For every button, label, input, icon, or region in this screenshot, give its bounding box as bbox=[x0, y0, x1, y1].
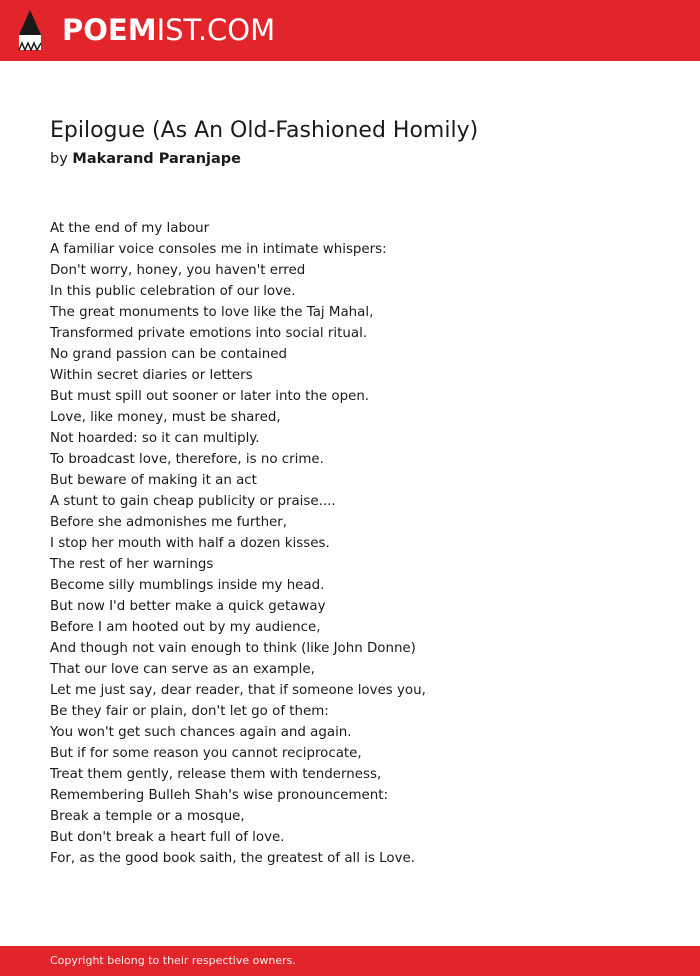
pencil-icon bbox=[17, 9, 43, 51]
by-label: by bbox=[50, 151, 68, 167]
poem-line: Before she admonishes me further, bbox=[50, 515, 288, 530]
poem-line: But must spill out sooner or later into the open. bbox=[50, 389, 370, 404]
logo-text-light: IST.COM bbox=[156, 13, 276, 47]
poem-line: But beware of making it an act bbox=[50, 473, 257, 488]
poem-line: That our love can serve as an example, bbox=[50, 662, 315, 677]
poem-line: You won't get such chances again and again. bbox=[50, 725, 352, 740]
byline bbox=[50, 148, 241, 170]
poem-line: Transformed private emotions into social ritual. bbox=[50, 326, 368, 341]
poem-line: Become silly mumblings inside my head. bbox=[50, 578, 325, 593]
site-header bbox=[0, 0, 700, 61]
poem-title: Epilogue (As An Old-Fashioned Homily) bbox=[50, 118, 479, 143]
poem-line: The great monuments to love like the Taj Mahal, bbox=[50, 305, 374, 320]
poem-line: Don't worry, honey, you haven't erred bbox=[50, 263, 306, 278]
poem-line: The rest of her warnings bbox=[50, 557, 214, 572]
poem-line: Remembering Bulleh Shah's wise pronouncement: bbox=[50, 788, 388, 803]
poem-line: At the end of my labour bbox=[50, 221, 210, 236]
poem-line: A stunt to gain cheap publicity or praise.... bbox=[50, 494, 336, 509]
poem-line: Treat them gently, release them with tenderness, bbox=[50, 767, 382, 782]
copyright-notice: Copyright belong to their respective owners. bbox=[50, 954, 296, 967]
poem-line: I stop her mouth with half a dozen kisses. bbox=[50, 536, 330, 551]
poem-line: Love, like money, must be shared, bbox=[50, 410, 281, 425]
site-logo[interactable] bbox=[62, 11, 275, 49]
poem-line: A familiar voice consoles me in intimate whispers: bbox=[50, 242, 387, 257]
author-name: Makarand Paranjape bbox=[72, 151, 241, 167]
logo-text-bold: POEM bbox=[62, 13, 157, 47]
poem-line: No grand passion can be contained bbox=[50, 347, 287, 362]
poem-line: To broadcast love, therefore, is no crime. bbox=[50, 452, 324, 467]
poem-line: Within secret diaries or letters bbox=[50, 368, 253, 383]
poem-line: But don't break a heart full of love. bbox=[50, 830, 285, 845]
poem-line: Let me just say, dear reader, that if someone loves you, bbox=[50, 683, 426, 698]
poem-line: Before I am hooted out by my audience, bbox=[50, 620, 321, 635]
poem-line: Not hoarded: so it can multiply. bbox=[50, 431, 260, 446]
poem-line: And though not vain enough to think (like John Donne) bbox=[50, 641, 416, 656]
poem-line: Break a temple or a mosque, bbox=[50, 809, 245, 824]
poem-line: But if for some reason you cannot reciprocate, bbox=[50, 746, 362, 761]
poem-line: For, as the good book saith, the greatest of all is Love. bbox=[50, 851, 416, 866]
poem-body bbox=[50, 218, 670, 869]
poem-line: Be they fair or plain, don't let go of them: bbox=[50, 704, 329, 719]
site-footer bbox=[0, 946, 700, 976]
poem-line: In this public celebration of our love. bbox=[50, 284, 296, 299]
poem-line: But now I'd better make a quick getaway bbox=[50, 599, 326, 614]
